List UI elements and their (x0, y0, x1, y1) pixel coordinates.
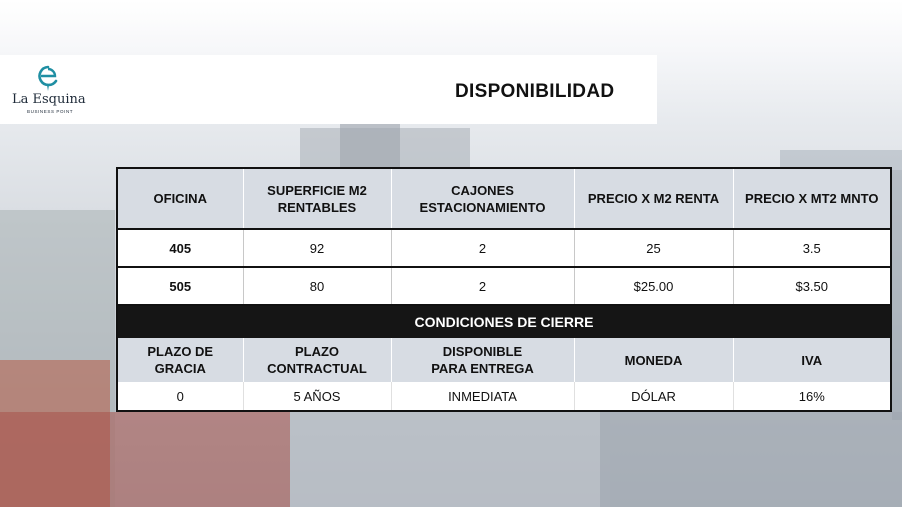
header-plazo-contractual: PLAZO CONTRACTUAL (243, 338, 391, 382)
cell-cajones: 2 (391, 229, 574, 267)
cell-cajones: 2 (391, 267, 574, 305)
closing-conditions-title: CONDICIONES DE CIERRE (118, 305, 890, 338)
cell-plazo-contractual: 5 AÑOS (243, 382, 391, 410)
table-row (118, 267, 890, 305)
cell-moneda: DÓLAR (574, 382, 733, 410)
cell-superficie: 80 (243, 267, 391, 305)
cell-superficie: 92 (243, 229, 391, 267)
closing-values-row (118, 382, 890, 410)
header-moneda: MONEDA (574, 338, 733, 382)
header-band (0, 55, 657, 124)
header-oficina: OFICINA (118, 169, 243, 229)
brand-tagline: BUSINESS POINT (27, 109, 74, 114)
closing-header-row (118, 338, 890, 382)
logo-e-icon (36, 65, 60, 91)
cell-precio-mnto: $3.50 (733, 267, 890, 305)
closing-conditions-bar (118, 305, 890, 338)
availability-table (116, 167, 892, 412)
brand-logo (10, 65, 90, 117)
header-iva: IVA (733, 338, 890, 382)
cell-precio-renta: $25.00 (574, 267, 733, 305)
availability-header-row (118, 169, 890, 229)
header-plazo-gracia: PLAZO DE GRACIA (118, 338, 243, 382)
cell-iva: 16% (798, 388, 825, 404)
cell-plazo-gracia: 0 (118, 382, 243, 410)
header-superficie: SUPERFICIE M2 RENTABLES (243, 169, 391, 229)
brand-name: La Esquina (12, 92, 86, 107)
table-row (118, 229, 890, 267)
cell-oficina: 405 (118, 229, 243, 267)
cell-disponible: INMEDIATA (391, 382, 574, 410)
header-precio-renta: PRECIO X M2 RENTA (574, 169, 733, 229)
header-cajones: CAJONES ESTACIONAMIENTO (391, 169, 574, 229)
header-disponible: DISPONIBLE PARA ENTREGA (391, 338, 574, 382)
cell-oficina: 505 (118, 267, 243, 305)
page-title: DISPONIBILIDAD (455, 81, 615, 102)
cell-precio-mnto: 3.5 (733, 229, 890, 267)
cell-precio-renta: 25 (574, 229, 733, 267)
header-precio-mnto: PRECIO X MT2 MNTO (733, 169, 890, 229)
